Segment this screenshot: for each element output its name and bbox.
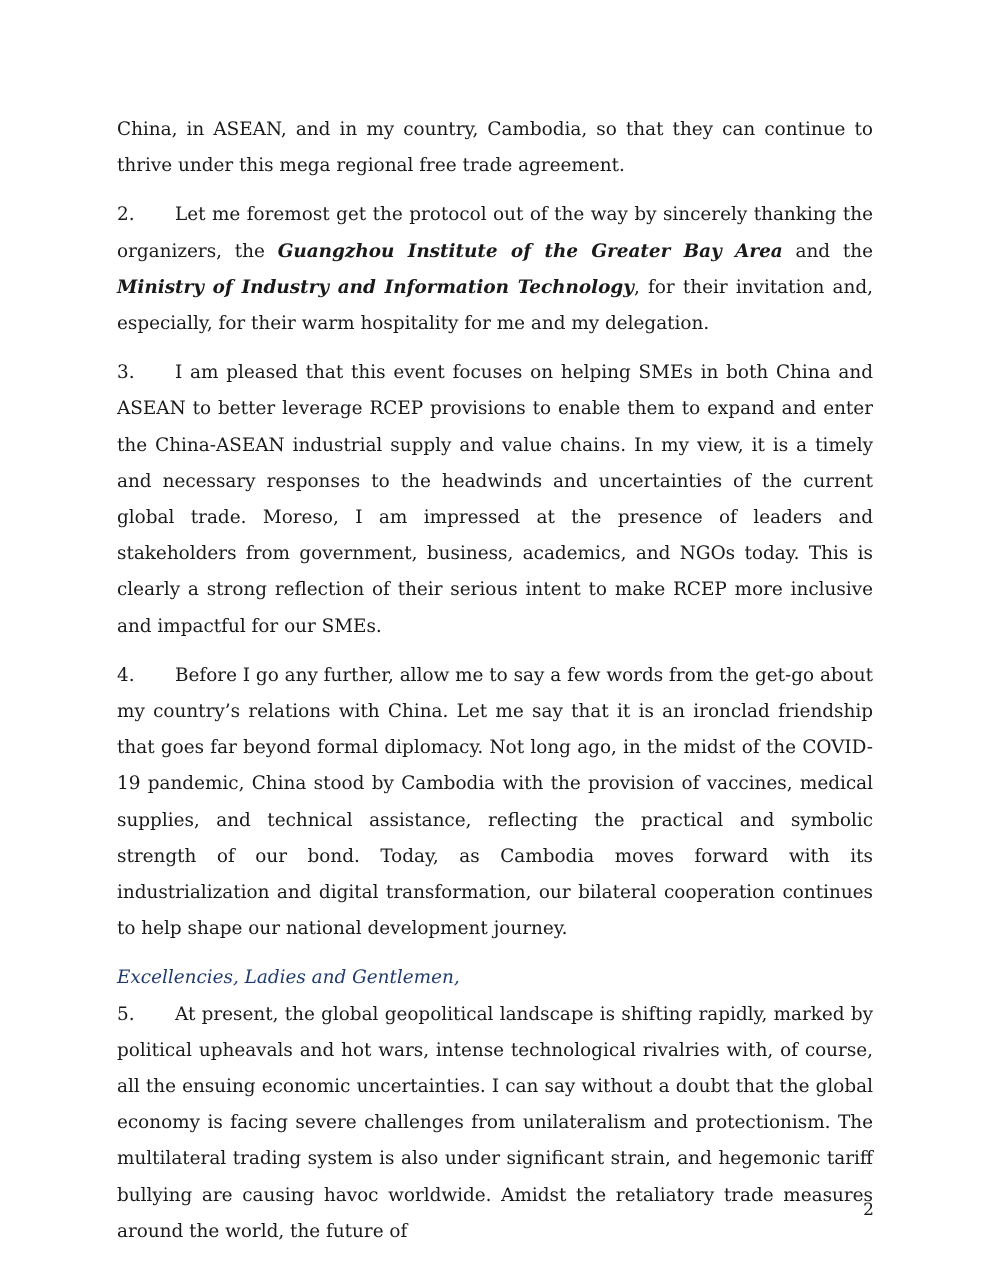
paragraph-3-number: 3.: [117, 362, 135, 384]
paragraph-4-number: 4.: [117, 664, 135, 686]
paragraph-2: [117, 197, 873, 342]
paragraph-3-text: I am pleased that this event focuses on helping SMEs in both China and ASEAN to better leverage RCEP provisions to enable them to expand and enter the China-ASEAN industrial supply and value chains. In my view, it is a timely and necessary responses to the headwinds and uncertainties of the current global trade. Moreso, I am impressed at the presence of leaders and stakeholders from government, business, academics, and NGOs today. This is clearly a strong reflection of their serious intent to make RCEP more inclusive and impactful for our SMEs.: [117, 362, 873, 637]
paragraph-2-text-a: Let me foremost get the protocol out of the way by sincerely thanking the organizers, the: [117, 204, 873, 262]
paragraph-2-text-c: , for their invitation and, especially, for their warm hospitality for me and my delegation.: [117, 276, 873, 335]
paragraph-5-text: At present, the global geopolitical landscape is shifting rapidly, marked by political upheavals and hot wars, intense technological rivalries with, of course, all the ensuing economic uncertainties. I can say without a doubt that the global economy is facing severe challenges from unilateralism and protectionism. The multilateral trading system is also under significant strain, and hegemonic tariff bullying are causing havoc worldwide. Amidst the retaliatory trade measures around the world, the future of: [117, 1003, 873, 1242]
paragraph-2-number: 2.: [117, 204, 135, 226]
paragraph-1: [117, 112, 873, 184]
paragraph-2-text-b: and the: [782, 240, 873, 262]
paragraph-5-number: 5.: [117, 1003, 135, 1025]
paragraph-1-text: China, in ASEAN, and in my country, Cambodia, so that they can continue to thrive under this mega regional free trade agreement.: [117, 119, 873, 177]
page-number: 2: [863, 1200, 874, 1220]
paragraph-5: [117, 997, 873, 1250]
paragraph-3: [117, 355, 873, 645]
paragraph-2-emphasis-institute: Guangzhou Institute of the Greater Bay Area: [277, 240, 783, 262]
paragraph-2-emphasis-ministry: Ministry of Industry and Information Technology: [117, 276, 634, 298]
paragraph-4: [117, 658, 873, 948]
salutation: Excellencies, Ladies and Gentlemen,: [117, 967, 460, 989]
paragraph-4-text: Before I go any further, allow me to say a few words from the get-go about my country’s relations with China. Let me say that it is an ironclad friendship that goes far beyond formal diplomacy. Not long ago, in the midst of the COVID-19 pandemic, China stood by Cambodia with the provision of vaccines, medical supplies, and technical assistance, reflecting the practical and symbolic strength of our bond. Today, as Cambodia moves forward with its industrialization and digital transformation, our bilateral cooperation continues to help shape our national development journey.: [117, 664, 873, 940]
document-body: [117, 112, 873, 1263]
